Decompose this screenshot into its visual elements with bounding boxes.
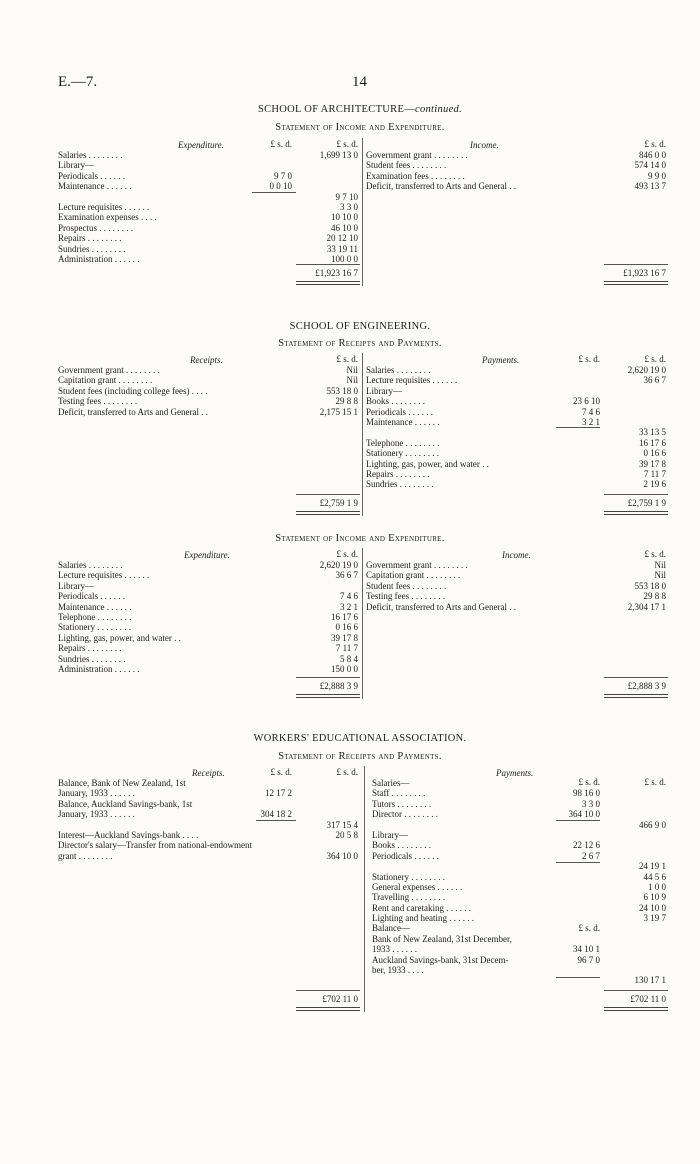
line-item-amount <box>540 913 600 923</box>
line-item-label: Deficit, transferred to Arts and General . . <box>366 601 516 612</box>
line-item-amount: 7 4 6 <box>582 406 600 417</box>
line-item-amount: 36 6 7 <box>643 375 666 386</box>
line-item-amount: 574 14 0 <box>634 160 666 171</box>
line-item-amount: 5 8 4 <box>340 653 358 664</box>
line-item-label: Salaries . . . . . . . . <box>58 560 123 570</box>
line-item-label: Deficit, transferred to Arts and General . . <box>366 181 516 192</box>
architecture-left-col1 <box>232 150 292 264</box>
line-item-amount: 553 18 0 <box>634 580 666 591</box>
line-item-label: Books . . . . . . . . <box>366 396 426 407</box>
line-item-label: Examination expenses . . . . <box>58 212 157 223</box>
wea-right-labels <box>372 778 512 986</box>
line-item-amount <box>540 903 600 913</box>
engineering-ie-col-head-right: £ s. d. <box>644 549 666 559</box>
line-item-label: Government grant . . . . . . . . <box>366 150 468 160</box>
line-item-amount <box>232 233 292 243</box>
line-item-label: Rent and caretaking . . . . . . <box>372 902 471 913</box>
line-item-label: Balance, Bank of New Zealand, 1st <box>58 778 186 788</box>
line-item-label: General expenses . . . . . . <box>372 881 463 892</box>
line-item-label: Interest—Auckland Savings-bank . . . . <box>58 829 199 840</box>
line-item-amount <box>296 788 358 798</box>
engineering-rp-right-col2 <box>604 365 666 490</box>
line-item-amount <box>540 479 600 489</box>
line-item-amount <box>604 417 666 427</box>
line-item-amount <box>604 923 666 933</box>
line-item-amount: 20 5 8 <box>335 829 358 840</box>
line-item-label: Telephone . . . . . . . . <box>58 611 132 622</box>
line-item-amount <box>604 840 666 850</box>
line-item-amount: 2,620 19 0 <box>319 560 358 570</box>
line-item-label: Administration . . . . . . <box>58 663 140 674</box>
architecture-subtotal-rule <box>252 192 296 193</box>
line-item-label: Periodicals . . . . . . <box>372 850 439 861</box>
line-item-amount <box>540 872 600 882</box>
line-item-label: Tutors . . . . . . . . <box>372 798 432 809</box>
line-item-amount <box>540 892 600 902</box>
engineering-rp-right-total-double-rule <box>604 511 668 515</box>
line-item-label: Repairs . . . . . . . . <box>58 643 122 654</box>
wea-left-subtotal-rule <box>256 820 296 821</box>
line-item-amount: 6 10 9 <box>643 892 666 903</box>
line-item-amount: 24 19 1 <box>639 861 666 872</box>
architecture-statement-heading: Statement of Income and Expenditure. <box>275 122 445 133</box>
wea-left-labels <box>58 778 252 861</box>
wea-left-total-rule <box>296 990 360 991</box>
line-item-amount: 130 17 1 <box>634 975 666 986</box>
line-item-amount: 3 2 1 <box>582 416 600 427</box>
line-item-amount: 2,620 19 0 <box>627 365 666 375</box>
engineering-ie-right-total: £2,888 3 9 <box>627 681 666 691</box>
wea-title: WORKERS' EDUCATIONAL ASSOCIATION. <box>253 733 467 744</box>
line-item-amount <box>604 934 666 944</box>
line-item-amount: 33 19 11 <box>326 243 358 254</box>
line-item-amount: 39 17 8 <box>639 458 666 469</box>
line-item-amount: 46 10 0 <box>331 222 358 233</box>
line-item-amount: 16 17 6 <box>639 437 666 448</box>
line-item-amount: Nil <box>346 375 358 386</box>
wea-left-total: £702 11 0 <box>322 994 358 1004</box>
line-item-amount <box>540 386 600 396</box>
line-item-amount <box>540 427 600 437</box>
line-item-label: Lighting and heating . . . . . . <box>372 913 474 924</box>
wea-centre-rule <box>364 766 365 1012</box>
engineering-ie-expenditure-label: Expenditure. <box>184 550 230 560</box>
line-item-amount: 2 19 6 <box>643 479 666 490</box>
line-item-label: Testing fees . . . . . . . . <box>366 591 446 602</box>
line-item-label: Balance, Auckland Savings-bank, 1st <box>58 798 193 809</box>
line-item-amount <box>604 788 666 798</box>
line-item-amount: 0 16 6 <box>335 622 358 633</box>
architecture-left-total-double-rule <box>296 281 360 285</box>
wea-payments-label: Payments. <box>496 768 534 778</box>
line-item-amount <box>604 809 666 819</box>
wea-salaries-subtotal-rule <box>556 820 600 821</box>
line-item-label: Sundries . . . . . . . . <box>58 243 126 254</box>
line-item-amount: 0 16 6 <box>643 448 666 459</box>
architecture-income-label: Income. <box>470 140 499 150</box>
engineering-ie-right-values <box>604 560 666 612</box>
engineering-ie-left-total-double-rule <box>296 694 360 698</box>
line-item-label: Staff . . . . . . . . <box>372 788 426 799</box>
wea-balance-subtotal-rule <box>556 977 600 978</box>
line-item-amount: Nil <box>654 560 666 570</box>
line-item-amount <box>240 778 292 788</box>
line-item-amount: 317 15 4 <box>326 819 358 830</box>
line-item-amount <box>540 830 600 840</box>
engineering-ie-left-labels <box>58 560 181 674</box>
line-item-label: Salaries— <box>372 778 410 788</box>
engineering-ie-left-total: £2,888 3 9 <box>319 681 358 691</box>
architecture-right-total-double-rule <box>604 281 668 285</box>
line-item-label: Sundries . . . . . . . . <box>366 479 434 490</box>
line-item-label: Library— <box>58 160 94 171</box>
line-item-amount <box>604 851 666 861</box>
line-item-amount: 7 11 7 <box>643 468 666 479</box>
line-item-label <box>372 820 512 830</box>
line-item-label: Auckland Savings-bank, 31st Decem- <box>372 954 509 965</box>
line-item-label: Maintenance . . . . . . <box>58 601 132 612</box>
line-item-label: Lecture requisites . . . . . . <box>366 375 458 386</box>
engineering-rp-right-total-rule <box>604 494 668 495</box>
line-item-label: Lighting, gas, power, and water . . <box>58 632 181 643</box>
line-item-amount: 2 6 7 <box>582 850 600 861</box>
wea-right-total-double-rule <box>604 1007 668 1011</box>
engineering-ie-right-total-rule <box>604 677 668 678</box>
engineering-ie-centre-rule <box>362 548 363 699</box>
line-item-label: Stationery . . . . . . . . <box>366 448 439 459</box>
line-item-amount: 1,699 13 0 <box>319 150 358 160</box>
line-item-amount <box>232 160 292 170</box>
line-item-amount: 2,175 15 1 <box>319 406 358 417</box>
wea-col-head-left2: £ s. d. <box>336 767 358 777</box>
line-item-amount <box>604 799 666 809</box>
line-item-amount: 12 17 2 <box>265 788 292 799</box>
line-item-label: Capitation grant . . . . . . . . <box>366 570 461 581</box>
architecture-left-labels <box>58 150 157 264</box>
line-item-label: Lecture requisites . . . . . . <box>58 570 150 581</box>
wea-library-subtotal-rule <box>556 862 600 863</box>
line-item-label: Repairs . . . . . . . . <box>366 468 430 479</box>
architecture-col-head-2: £ s. d. <box>336 139 358 149</box>
engineering-ie-right-labels <box>366 560 516 612</box>
engineering-rp-receipts-label: Receipts. <box>190 355 223 365</box>
line-item-amount <box>540 459 600 469</box>
line-item-amount: 24 10 0 <box>639 902 666 913</box>
line-item-amount <box>296 171 358 181</box>
line-item-label <box>372 975 512 985</box>
line-item-amount: 1 0 0 <box>648 881 666 892</box>
engineering-rp-left-labels <box>58 365 208 417</box>
line-item-amount: 29 8 8 <box>335 396 358 407</box>
engineering-rp-col-head-right2: £ s. d. <box>644 354 666 364</box>
line-item-amount: 39 17 8 <box>331 632 358 643</box>
line-item-amount: 553 18 0 <box>326 385 358 396</box>
line-item-amount: 846 0 0 <box>639 150 666 160</box>
line-item-amount: 2,304 17 1 <box>627 601 666 612</box>
engineering-rp-right-labels <box>366 365 489 490</box>
line-item-label: Maintenance . . . . . . <box>366 416 440 427</box>
line-item-label: Government grant . . . . . . . . <box>366 560 468 570</box>
line-item-amount <box>540 448 600 458</box>
line-item-amount <box>296 160 358 170</box>
engineering-ie-left-total-rule <box>296 677 360 678</box>
line-item-label: Director's salary—Transfer from national-endowment <box>58 840 252 851</box>
line-item-label: Examination fees . . . . . . . . <box>366 170 465 181</box>
page-number: 14 <box>352 74 367 90</box>
line-item-amount <box>240 799 292 809</box>
wea-right-total-rule <box>604 990 668 991</box>
line-item-label: Stationery . . . . . . . . <box>372 871 445 882</box>
architecture-centre-rule <box>362 138 363 286</box>
line-item-amount: 150 0 0 <box>331 663 358 674</box>
line-item-label <box>372 861 512 871</box>
line-item-label <box>58 820 252 830</box>
wea-col-head-left1: £ s. d. <box>270 767 292 777</box>
wea-left-total-double-rule <box>296 1007 360 1011</box>
architecture-title-main: SCHOOL OF ARCHITECTURE— <box>257 104 415 115</box>
line-item-amount <box>540 469 600 479</box>
engineering-rp-centre-rule <box>362 353 363 516</box>
line-item-amount <box>232 202 292 212</box>
line-item-label: Bank of New Zealand, 31st December, <box>372 933 512 944</box>
wea-rp-heading: Statement of Receipts and Payments. <box>278 751 442 762</box>
architecture-left-total-rule <box>296 264 360 265</box>
line-item-amount <box>232 212 292 222</box>
line-item-amount <box>296 581 358 591</box>
line-item-amount: 100 0 0 <box>331 253 358 264</box>
wea-receipts-label: Receipts. <box>192 768 225 778</box>
line-item-label: Deficit, transferred to Arts and General . . <box>58 406 208 417</box>
wea-left-col2 <box>296 778 358 861</box>
engineering-title: SCHOOL OF ENGINEERING. <box>289 321 431 332</box>
line-item-amount: 466 9 0 <box>639 819 666 830</box>
line-item-amount: 20 12 10 <box>326 233 358 244</box>
line-item-amount <box>604 778 666 788</box>
line-item-amount: 364 10 0 <box>568 809 600 820</box>
line-item-label: Lecture requisites . . . . . . <box>58 201 150 212</box>
engineering-rp-left-values <box>296 365 358 417</box>
line-item-amount <box>604 407 666 417</box>
engineering-rp-col-head-left: £ s. d. <box>336 354 358 364</box>
line-item-amount: 3 3 0 <box>582 798 600 809</box>
line-item-amount <box>540 820 600 830</box>
line-item-amount <box>540 778 600 788</box>
line-item-amount: 16 17 6 <box>331 611 358 622</box>
line-item-amount <box>296 778 358 788</box>
engineering-rp-left-total-double-rule <box>296 511 360 515</box>
line-item-label: Government grant . . . . . . . . <box>58 365 160 375</box>
line-item-amount <box>540 375 600 385</box>
line-item-amount <box>604 830 666 840</box>
line-item-amount <box>604 965 666 975</box>
line-item-amount: 3 2 1 <box>340 601 358 612</box>
line-item-amount: Nil <box>654 570 666 581</box>
engineering-ie-left-values <box>296 560 358 674</box>
line-item-label <box>58 192 157 202</box>
architecture-left-total: £1,923 16 7 <box>315 268 358 278</box>
line-item-label: Administration . . . . . . <box>58 253 140 264</box>
line-item-label: Capitation grant . . . . . . . . <box>58 375 153 386</box>
engineering-rp-heading: Statement of Receipts and Payments. <box>278 338 442 349</box>
line-item-amount: 9 7 0 <box>274 170 292 181</box>
line-item-amount: 34 10 1 <box>573 944 600 955</box>
line-item-label: Telephone . . . . . . . . <box>366 437 440 448</box>
line-item-amount <box>296 181 358 191</box>
line-item-amount <box>540 438 600 448</box>
line-item-label: grant . . . . . . . . <box>58 850 113 861</box>
line-item-amount <box>604 386 666 396</box>
line-item-amount: Nil <box>346 365 358 375</box>
line-item-amount <box>240 830 292 840</box>
line-item-label: Salaries . . . . . . . . <box>58 150 123 160</box>
wea-col-head-right1: £ s. d. <box>578 777 600 787</box>
wea-right-col2 <box>604 778 666 986</box>
line-item-label: Prospectus . . . . . . . . <box>58 222 133 233</box>
line-item-amount: 10 10 0 <box>331 212 358 223</box>
wea-col-head-right2: £ s. d. <box>644 777 666 787</box>
line-item-amount: 9 9 0 <box>648 170 666 181</box>
line-item-label: Sundries . . . . . . . . <box>58 653 126 664</box>
line-item-label: Testing fees . . . . . . . . <box>58 396 138 407</box>
architecture-col-head-1: £ s. d. <box>270 139 292 149</box>
line-item-amount <box>232 150 292 160</box>
line-item-amount: 304 18 2 <box>260 809 292 820</box>
line-item-amount <box>240 851 292 861</box>
line-item-amount: 33 13 5 <box>639 427 666 438</box>
line-item-label: Student fees (including college fees) . . . . <box>58 385 208 396</box>
engineering-rp-right-total: £2,759 1 9 <box>627 498 666 508</box>
line-item-amount: 7 11 7 <box>335 643 358 654</box>
line-item-amount <box>232 244 292 254</box>
engineering-ie-income-label: Income. <box>502 550 531 560</box>
line-item-label: January, 1933 . . . . . . <box>58 788 135 799</box>
line-item-label: Stationery . . . . . . . . <box>58 622 131 633</box>
architecture-right-total-rule <box>604 264 668 265</box>
line-item-label: Periodicals . . . . . . <box>58 170 125 181</box>
line-item-label: Maintenance . . . . . . <box>58 181 132 192</box>
line-item-amount: 0 0 10 <box>269 181 292 192</box>
line-item-amount: 3 3 0 <box>340 201 358 212</box>
line-item-amount <box>604 955 666 965</box>
architecture-expenditure-label: Expenditure. <box>178 140 224 150</box>
line-item-amount: 29 8 8 <box>643 591 666 602</box>
line-item-amount <box>540 882 600 892</box>
line-item-amount <box>232 192 292 202</box>
line-item-amount <box>296 809 358 819</box>
line-item-amount: £ s. d. <box>578 923 600 934</box>
line-item-label: 1933 . . . . . . <box>372 944 417 955</box>
line-item-amount <box>604 944 666 954</box>
line-item-label: Director . . . . . . . . <box>372 809 438 820</box>
architecture-right-labels <box>366 150 516 192</box>
line-item-amount <box>296 799 358 809</box>
page-header-id: E.—7. <box>58 74 98 90</box>
engineering-ie-col-head-left: £ s. d. <box>336 549 358 559</box>
line-item-amount: 364 10 0 <box>326 850 358 861</box>
line-item-amount: 96 7 0 <box>577 954 600 965</box>
architecture-title-continued: continued. <box>415 104 463 115</box>
architecture-col-head-right: £ s. d. <box>644 139 666 149</box>
line-item-label: ber, 1933 . . . . <box>372 965 424 976</box>
line-item-label: Periodicals . . . . . . <box>366 406 433 417</box>
engineering-rp-payments-label: Payments. <box>482 355 520 365</box>
line-item-amount <box>240 820 292 830</box>
engineering-rp-col-head-right1: £ s. d. <box>578 354 600 364</box>
line-item-amount: 9 7 10 <box>335 191 358 202</box>
line-item-label: January, 1933 . . . . . . <box>58 809 135 820</box>
line-item-amount <box>540 934 600 944</box>
line-item-amount <box>604 396 666 406</box>
engineering-rp-left-total-rule <box>296 494 360 495</box>
line-item-label: Books . . . . . . . . <box>372 840 432 851</box>
line-item-amount: 7 4 6 <box>340 591 358 602</box>
line-item-label: Library— <box>372 829 408 840</box>
line-item-amount: 3 19 7 <box>643 913 666 924</box>
line-item-label: Student fees . . . . . . . . <box>366 160 447 171</box>
architecture-right-values <box>604 150 666 192</box>
architecture-title <box>0 104 700 115</box>
wea-right-total: £702 11 0 <box>630 994 666 1004</box>
line-item-label: Student fees . . . . . . . . <box>366 580 447 591</box>
architecture-left-col2 <box>296 150 358 264</box>
line-item-amount: 493 13 7 <box>634 181 666 192</box>
line-item-label: Salaries . . . . . . . . <box>366 365 431 375</box>
line-item-amount <box>240 840 292 850</box>
line-item-amount <box>296 840 358 850</box>
engineering-ie-heading: Statement of Income and Expenditure. <box>275 533 445 544</box>
line-item-amount <box>232 254 292 264</box>
line-item-label: Travelling . . . . . . . . <box>372 892 446 903</box>
line-item-amount: 36 6 7 <box>335 570 358 581</box>
line-item-amount: 23 6 10 <box>573 396 600 407</box>
line-item-amount <box>540 365 600 375</box>
line-item-amount <box>232 223 292 233</box>
architecture-right-total: £1,923 16 7 <box>623 268 666 278</box>
line-item-amount: 44 5 6 <box>643 871 666 882</box>
engineering-ie-right-total-double-rule <box>604 694 668 698</box>
line-item-amount: 98 16 0 <box>573 788 600 799</box>
line-item-amount: 22 12 6 <box>573 840 600 851</box>
line-item-label <box>366 427 489 437</box>
line-item-label: Library— <box>58 580 94 591</box>
line-item-label: Repairs . . . . . . . . <box>58 233 122 244</box>
line-item-label: Library— <box>366 385 402 396</box>
line-item-label: Lighting, gas, power, and water . . <box>366 458 489 469</box>
engineering-rp-library-rule <box>556 427 600 428</box>
line-item-label: Periodicals . . . . . . <box>58 591 125 602</box>
line-item-label: Balance— <box>372 923 410 934</box>
engineering-rp-left-total: £2,759 1 9 <box>319 498 358 508</box>
line-item-amount <box>540 965 600 975</box>
wea-right-col1 <box>540 778 600 986</box>
